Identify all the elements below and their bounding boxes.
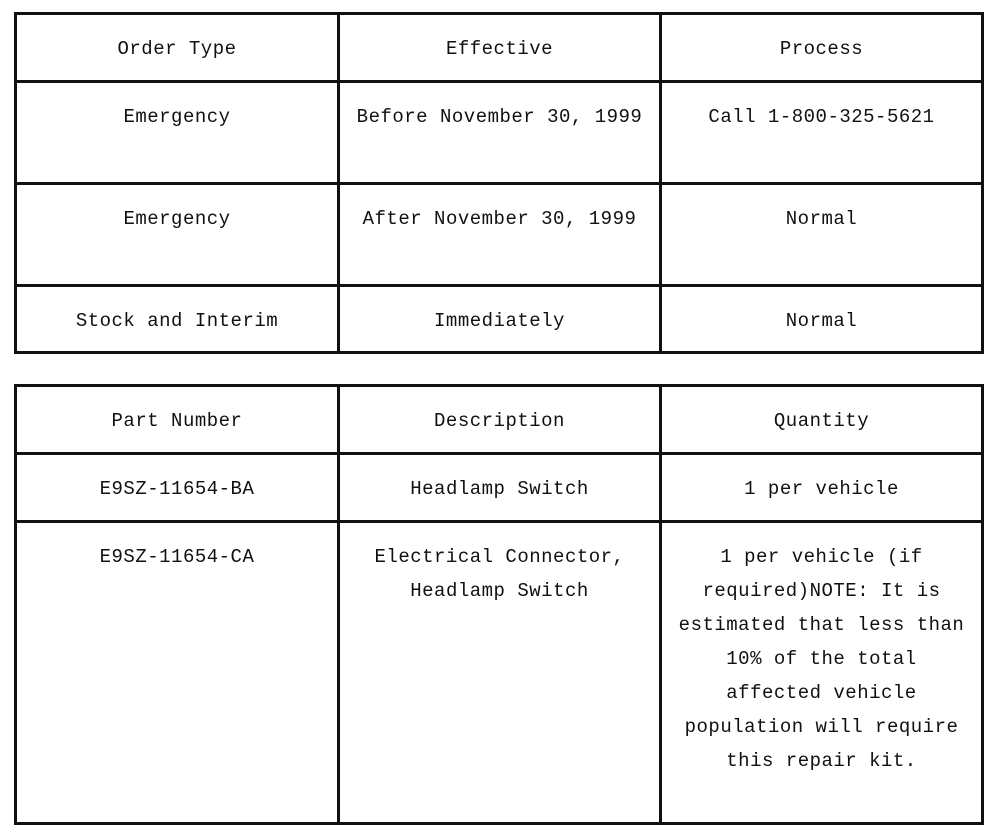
effective-cell: Immediately <box>339 286 661 353</box>
table-header-row <box>16 14 983 82</box>
quantity-cell: 1 per vehicle <box>661 454 983 522</box>
effective-cell: Before November 30, 1999 <box>339 82 661 184</box>
header-description: Description <box>339 386 661 454</box>
quantity-cell: 1 per vehicle (if required)NOTE: It is estimated that less than 10% of the total affected vehicle population will require this repair kit. <box>661 522 983 824</box>
process-cell: Call 1-800-325-5621 <box>661 82 983 184</box>
header-effective: Effective <box>339 14 661 82</box>
part-number-cell: E9SZ-11654-BA <box>16 454 339 522</box>
table-row <box>16 454 983 522</box>
description-cell: Electrical Connector, Headlamp Switch <box>339 522 661 824</box>
table-row <box>16 82 983 184</box>
part-number-cell: E9SZ-11654-CA <box>16 522 339 824</box>
effective-cell: After November 30, 1999 <box>339 184 661 286</box>
table-header-row <box>16 386 983 454</box>
order-type-cell: Stock and Interim <box>16 286 339 353</box>
process-cell: Normal <box>661 286 983 353</box>
header-part-number: Part Number <box>16 386 339 454</box>
header-process: Process <box>661 14 983 82</box>
order-type-table <box>14 12 984 354</box>
parts-table <box>14 384 984 825</box>
order-type-cell: Emergency <box>16 184 339 286</box>
table-row <box>16 286 983 353</box>
order-type-cell: Emergency <box>16 82 339 184</box>
description-cell: Headlamp Switch <box>339 454 661 522</box>
table-row <box>16 522 983 824</box>
header-order-type: Order Type <box>16 14 339 82</box>
header-quantity: Quantity <box>661 386 983 454</box>
process-cell: Normal <box>661 184 983 286</box>
table-row <box>16 184 983 286</box>
